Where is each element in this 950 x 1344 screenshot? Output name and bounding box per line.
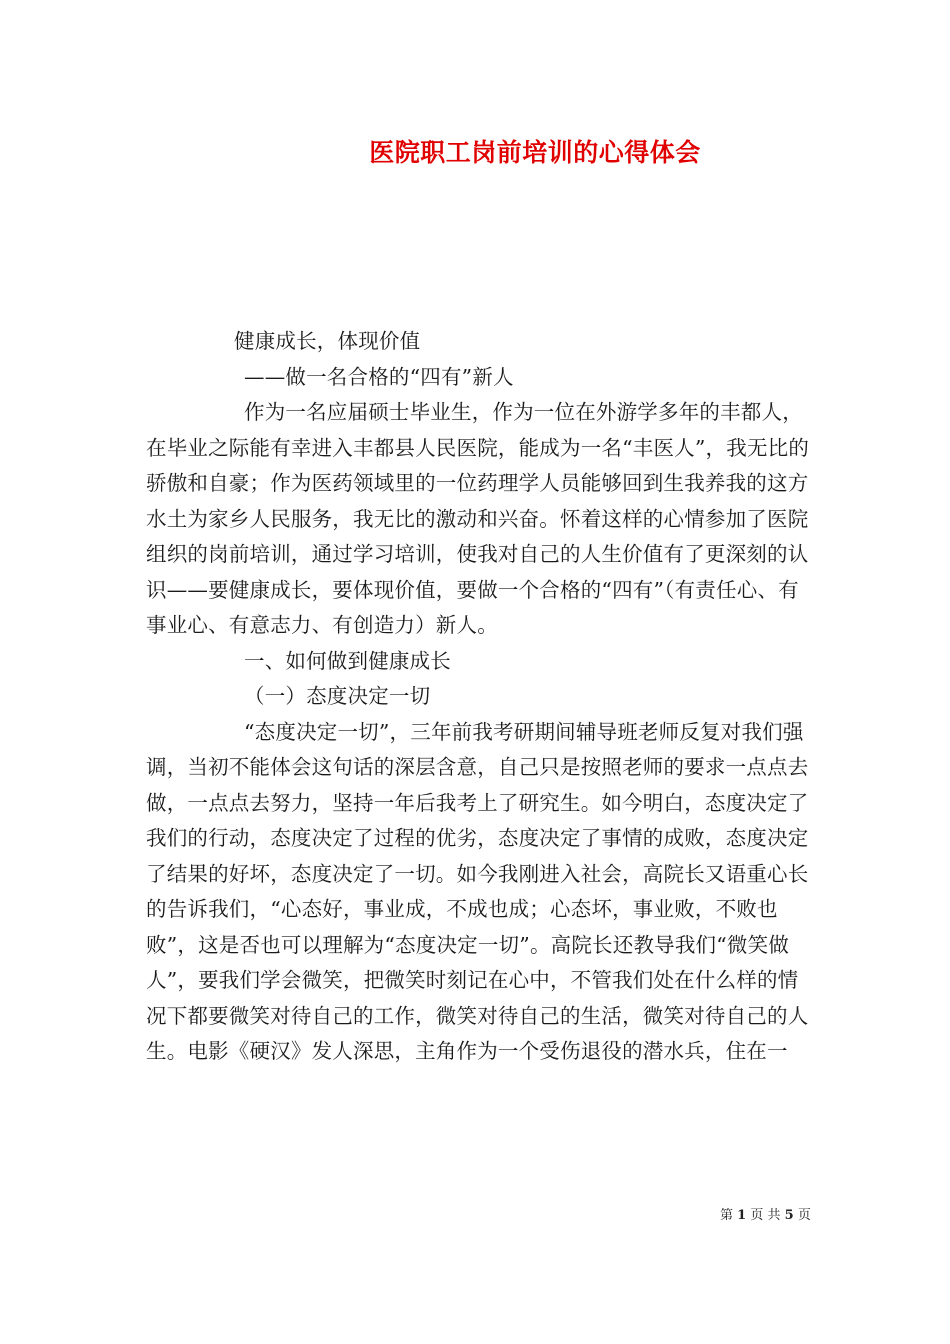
page-footer: [720, 1204, 811, 1223]
document-body: [146, 324, 812, 1070]
paragraph-2: “态度决定一切”，三年前我考研期间辅导班老师反复对我们强调，当初不能体会这句话的深层含意，自己只是按照老师的要求一点点去做，一点点去努力，坚持一年后我考上了研究生。如今明白，态度决定了我们的行动，态度决定了过程的优劣，态度决定了事情的成败，态度决定了结果的好坏，态度决定了一切。如今我刚进入社会，高院长又语重心长的告诉我们，“心态好，事业成，不成也成；心态坏，事业败，不败也败”，这是否也可以理解为“态度决定一切”。高院长还教导我们“微笑做人”，要我们学会微笑，把微笑时刻记在心中，不管我们处在什么样的情况下都要微笑对待自己的工作，微笑对待自己的生活，微笑对待自己的人生。电影《硬汉》发人深思，主角作为一个受伤退役的潜水兵，住在一: [146, 719, 809, 1063]
footer-prefix: 第: [720, 1208, 734, 1223]
document-title: 医院职工岗前培训的心得体会: [369, 138, 701, 167]
paragraph-1: 作为一名应届硕士毕业生，作为一位在外游学多年的丰都人，在毕业之际能有幸进入丰都县人民医院，能成为一名“丰医人”，我无比的骄傲和自豪；作为医药领域里的一位药理学人员能够回到生我养我的这方水土为家乡人民服务，我无比的激动和兴奋。怀着这样的心情参加了医院组织的岗前培训，通过学习培训，使我对自己的人生价值有了更深刻的认识——要健康成长，要体现价值，要做一个合格的“四有”（有责任心、有事业心、有意志力、有创造力）新人。: [146, 400, 810, 637]
subtitle-2: ——做一名合格的“四有”新人: [244, 364, 514, 389]
subtitle-1: 健康成长，体现价值: [234, 329, 421, 353]
footer-current-page: 1: [737, 1208, 747, 1223]
footer-total-pages: 5: [784, 1208, 794, 1223]
footer-middle: 页 共: [750, 1208, 781, 1223]
footer-suffix: 页: [797, 1208, 811, 1223]
section-heading-2: （一）态度决定一切: [244, 684, 431, 708]
section-heading-1: 一、如何做到健康成长: [244, 648, 451, 673]
